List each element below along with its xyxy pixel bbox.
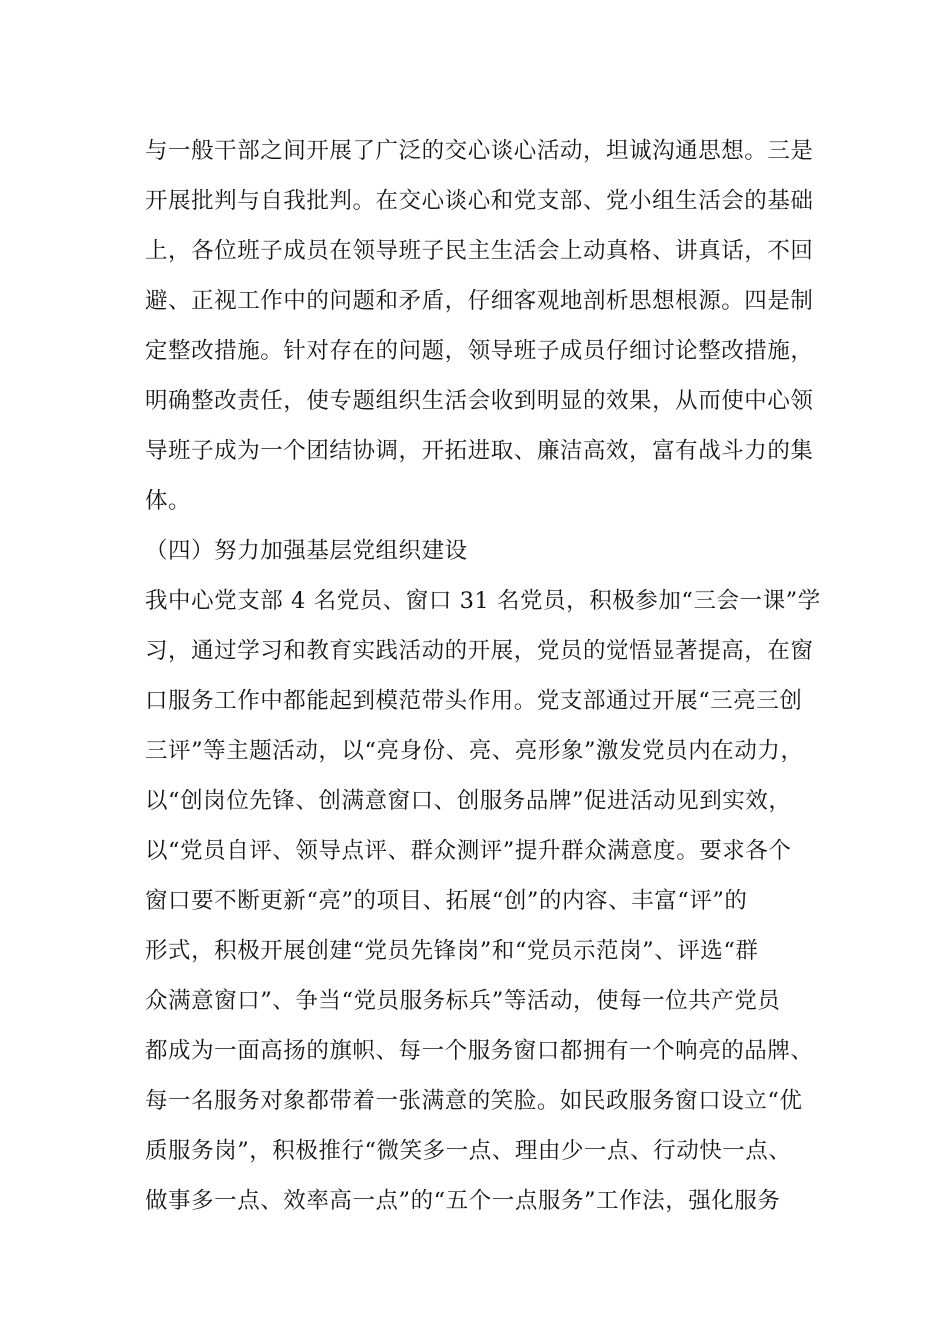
text-line: 定整改措施。针对存在的问题，领导班子成员仔细讨论整改措施， xyxy=(145,338,814,364)
text-line: 以“创岗位先锋、创满意窗口、创服务品牌”促进活动见到实效， xyxy=(145,788,792,814)
text-line: 以“党员自评、领导点评、群众测评”提升群众满意度。要求各个 xyxy=(145,838,792,864)
section-heading: （四）努力加强基层党组织建设 xyxy=(145,538,468,564)
text-line: 与一般干部之间开展了广泛的交心谈心活动，坦诚沟通思想。三是 xyxy=(145,138,814,164)
text-line: 我中心党支部 4 名党员、窗口 31 名党员，积极参加“三会一课”学 xyxy=(145,588,821,614)
text-line: 众满意窗口”、争当“党员服务标兵”等活动，使每一位共产党员 xyxy=(145,988,781,1014)
text-line: 做事多一点、效率高一点”的“五个一点服务”工作法，强化服务 xyxy=(145,1188,781,1214)
text-line: 口服务工作中都能起到模范带头作用。党支部通过开展“三亮三创 xyxy=(145,688,803,714)
text-line: 开展批判与自我批判。在交心谈心和党支部、党小组生活会的基础 xyxy=(145,188,814,214)
text-line: 都成为一面高扬的旗帜、每一个服务窗口都拥有一个响亮的品牌、 xyxy=(145,1038,814,1064)
text-line: 习，通过学习和教育实践活动的开展，党员的觉悟显著提高，在窗 xyxy=(145,638,814,664)
text-line: 三评”等主题活动，以“亮身份、亮、亮形象”激发党员内在动力， xyxy=(145,738,804,764)
text-line: 上，各位班子成员在领导班子民主生活会上动真格、讲真话，不回 xyxy=(145,238,814,264)
text-line: 质服务岗”，积极推行“微笑多一点、理由少一点、行动快一点、 xyxy=(145,1138,792,1164)
text-line: 窗口要不断更新“亮”的项目、拓展“创”的内容、丰富“评”的 xyxy=(145,888,748,914)
text-line: 形式，积极开展创建“党员先锋岗”和“党员示范岗”、评选“群 xyxy=(145,938,759,964)
text-line: 体。 xyxy=(145,488,192,514)
text-line: 避、正视工作中的问题和矛盾，仔细客观地剖析思想根源。四是制 xyxy=(145,288,814,314)
text-line: 导班子成为一个团结协调，开拓进取、廉洁高效，富有战斗力的集 xyxy=(145,438,814,464)
text-line: 每一名服务对象都带着一张满意的笑脸。如民政服务窗口设立“优 xyxy=(145,1088,803,1114)
text-line: 明确整改责任，使专题组织生活会收到明显的效果，从而使中心领 xyxy=(145,388,814,414)
